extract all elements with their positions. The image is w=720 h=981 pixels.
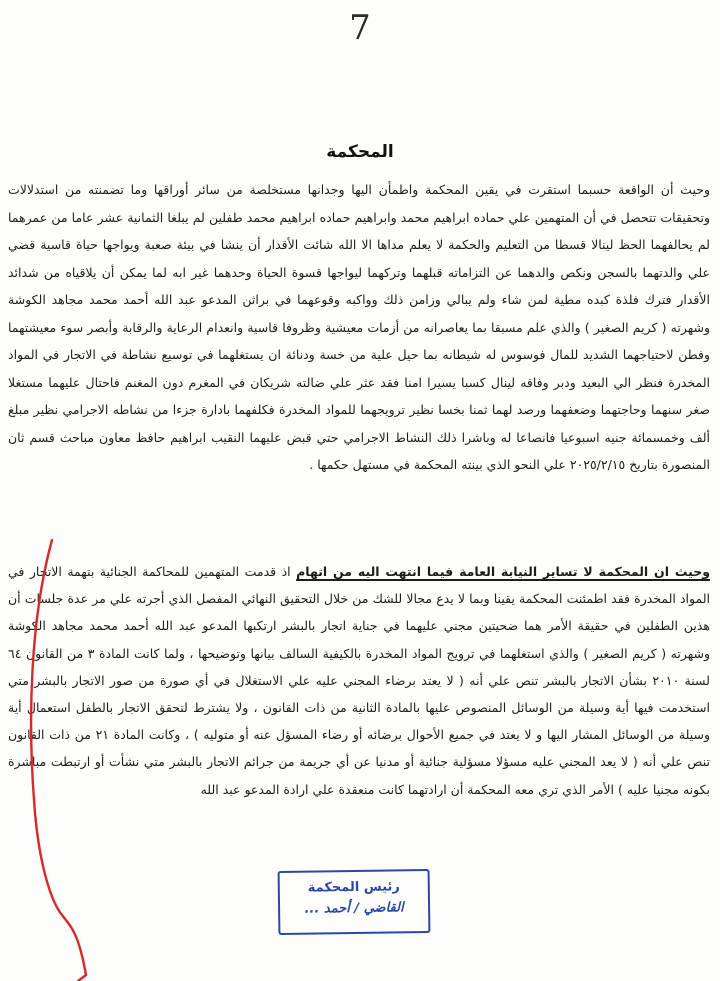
- court-president-stamp: [278, 869, 431, 935]
- page-number: 7: [349, 8, 371, 48]
- stamp-signatory: القاضي / أحمد ...: [304, 900, 404, 917]
- paragraph-facts: وحيث أن الواقعة حسبما استقرت في يقين المحكمة واطمأن اليها وجدانها مستخلصة من سائر أوراقها وما تضمنته من استدلالات وتحقيقات تتحصل في أن المتهمين علي حماده ابراهيم محمد وابراهيم حماده ابراهيم محمد طفلين لم يبلغا الثمانية عشر عاما من عمرهما لم يحالفهما الحظ لينالا قسطا من التعليم والحكمة لا يعلم مداها الا الله شائت الأقدار أن ينشا في بيئة صعبة ويواجها حياة قاسية قضي علي والدتهما بالسجن ونكص والدهما عن التزاماته قبلهما وتركهما ليواجها قسوة الحياة وحدهما غير ابه لما يمكن أن يلاقياه من شدائد الأقدار فترك فلذة كبده مطية لمن شاء ولم يبالي وزامن ذلك وواكبه وقوعهما في براثن المدعو عبد الله أحمد محمد مجاهد الكوشة وشهرته ( كريم الصغير ) والذي علم مسبقا بما يعاصرانه من أزمات معيشية وظروفا قاسية وانعدام الرعاية والرقابة وأبصر سوء معيشتهما وفطن لاحتياجهما الشديد للمال فوسوس له شيطانه بما حيل علية من خسة ودنائة ان يستغلهما في توسيع نشاطة في الاتجار في المواد المخدرة فنظر الي البعيد ودبر وفاقه لينال كسبا يسيرا امنا فقد عثر علي ضالته شريكان في المغرم دون المغنم فاحتال عليهما مستغلا صغر سنهما وحاجتهما وضعفهما ورصد لهما ثمنا بخسا نظير ترويجهما للمواد المخدرة فكلفهما بادارة جزءا من نشاطه الاجرامي نظير مبلغ ألف وخمسمائة جنيه اسبوعيا فانصاعا له وباشرا ذلك النشاط الاجرامي حتي قبض عليهما النقيب ابراهيم حافظ معاون مباحث قسم ثان المنصورة بتاريخ ٢٠٢٥/٢/١٥ علي النحو الذي بينته المحكمة في مستهل حكمها .: [8, 182, 710, 472]
- paragraph-ruling-lead: وحيث ان المحكمة لا تساير النيابة العامة فيما انتهت اليه من اتهام: [296, 564, 710, 579]
- stamp-title: رئيس المحكمة: [307, 879, 400, 896]
- paragraph-ruling: [8, 558, 710, 803]
- section-heading: المحكمة: [326, 142, 394, 162]
- paragraph-ruling-body: اذ قدمت المتهمين للمحاكمة الجنائية بتهمة الاتجار في المواد المخدرة فقد اطمئنت المحكمة يقينا وبما لا يدع مجالا للشك من خلال التحقيق النهائي المفصل الذي أجرته علي مر عدة جلسات أن هذين الطفلين في حقيقة الأمر هما ضحيتين مجني عليهما في جناية اتجار بالبشر ارتكبها المدعو عبد الله أحمد محمد مجاهد الكوشة وشهرته ( كريم الصغير ) والذي استغلهما في ترويج المواد المخدرة بالكيفية السالف بيانها وتوضيحها ، ولما كانت المادة ٣ من القانون ٦٤ لسنة ٢٠١٠ بشأن الاتجار بالبشر تنص علي أنه ( لا يعتد برضاء المجني عليه علي الاستغلال في أي صورة من صور الاتجار بالبشر متي استخدمت فيها أية وسيلة من الوسائل المنصوص عليها بالمادة الثانية من ذات القانون ، ولا يشترط لتحقق الاتجار بالطفل استعمال أية وسيلة من الوسائل المشار اليها و لا يعتد في جميع الأحوال برضائه أو رضاء المسؤل عنه أو متوليه ) ، وكانت المادة ٢١ من ذات القانون تنص علي أنه ( لا يعد المجني عليه مسؤلا مسؤلية جنائية أو مدنيا عن أي جريمة من جرائم الاتجار بالبشر متي نشأت أو ارتبطت مباشرة بكونه مجنيا عليه ) الأمر الذي تري معه المحكمة أن ارادتهما كانت منعقدة علي ارادة المدعو عبد الله: [8, 564, 710, 797]
